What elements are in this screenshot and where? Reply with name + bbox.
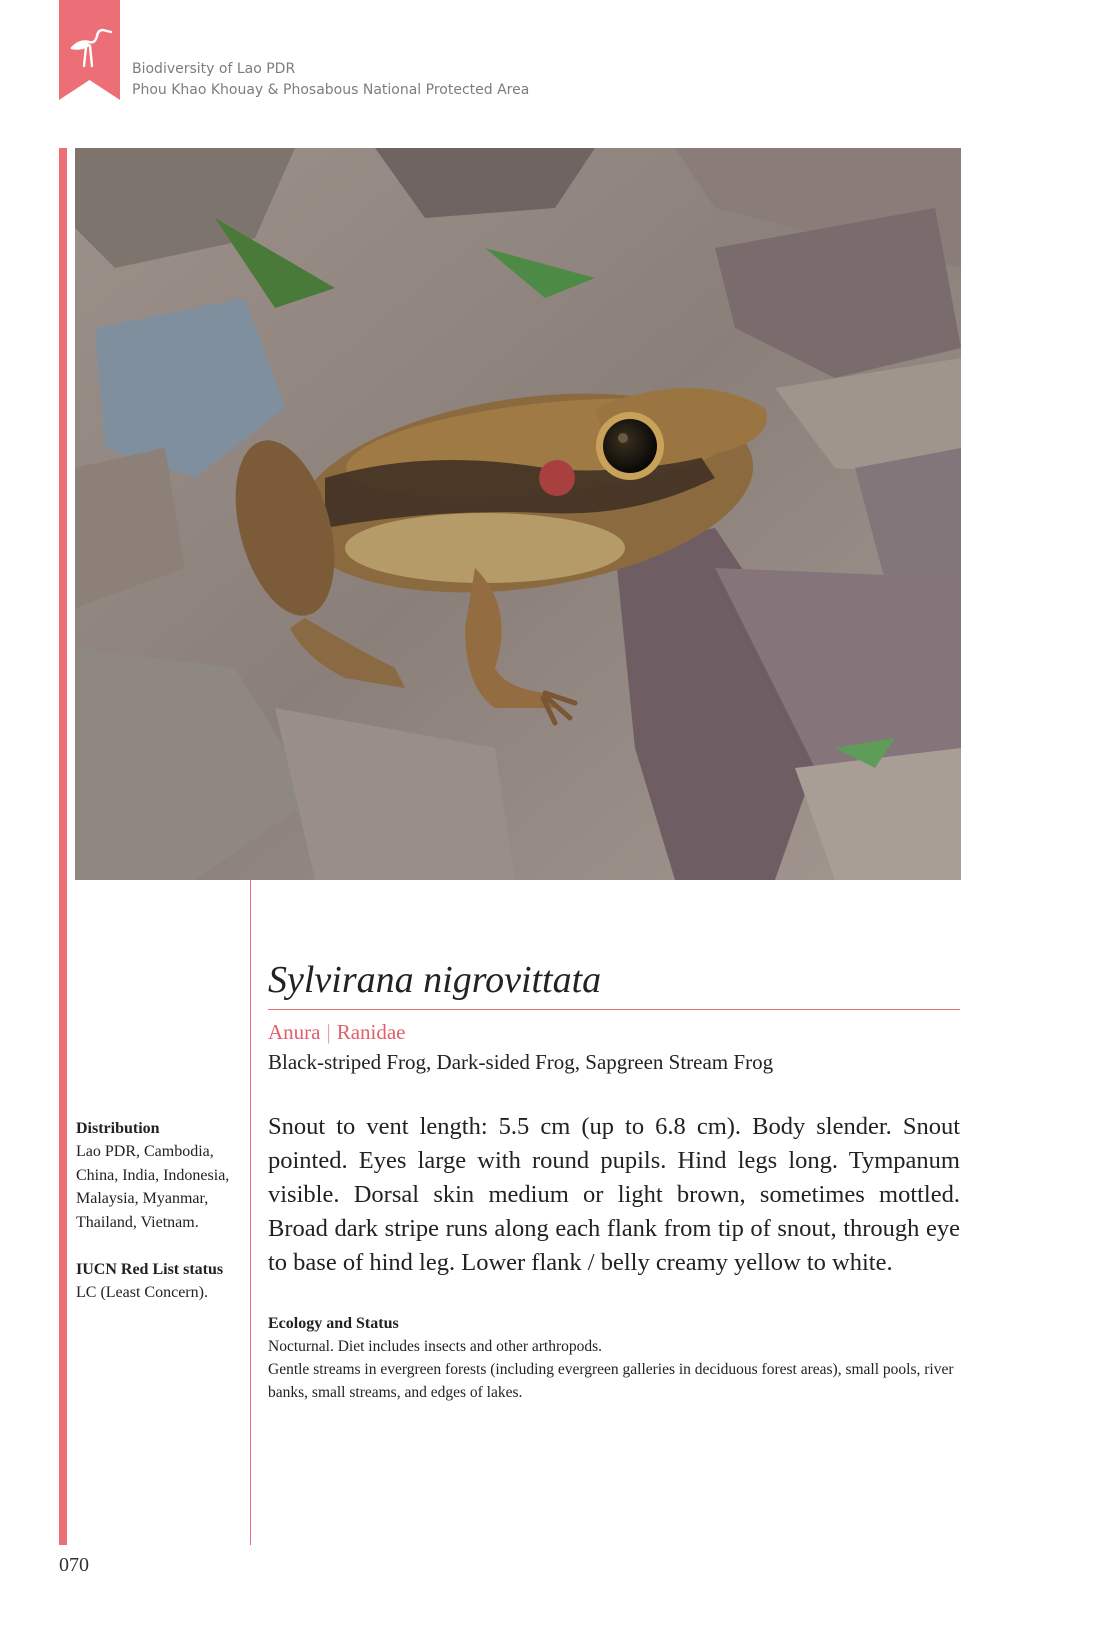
taxonomy-line <box>268 1020 406 1045</box>
common-names: Black-striped Frog, Dark-sided Frog, Sapgreen Stream Frog <box>268 1050 774 1074</box>
distribution-heading: Distribution <box>76 1120 160 1137</box>
iucn-status: LC (Least Concern). <box>76 1284 208 1301</box>
bookmark-tab <box>59 0 120 100</box>
taxonomy-separator: | <box>326 1020 331 1044</box>
species-scientific-name: Sylvirana nigrovittata <box>268 959 602 1001</box>
accent-bar <box>59 148 67 1545</box>
column-divider <box>250 880 251 1545</box>
ecology-section <box>268 1315 968 1404</box>
taxonomy-family: Ranidae <box>336 1020 406 1044</box>
header-subtitle: Phou Khao Khouay & Phosabous National Protected Area <box>132 82 530 98</box>
frog-photo <box>75 148 961 880</box>
ecology-text-1: Nocturnal. Diet includes insects and other arthropods. <box>268 1338 603 1355</box>
sidebar <box>76 1117 248 1305</box>
species-description: Snout to vent length: 5.5 cm (up to 6.8 cm). Body slender. Snout pointed. Eyes large with round pupils. Hind legs long. Tympanum visible. Dorsal skin medium or light brown, sometimes mottled. Broad dark stripe runs along each flank from tip of snout, through eye to base of hind leg. Lower flank / belly creamy yellow to white. <box>268 1113 960 1276</box>
page-number: 070 <box>59 1554 89 1576</box>
iucn-heading: IUCN Red List status <box>76 1261 224 1278</box>
distribution-text: Lao PDR, Cambodia, China, India, Indonesia, Malaysia, Myanmar, Thailand, Vietnam. <box>76 1143 230 1231</box>
ecology-heading: Ecology and Status <box>268 1315 399 1332</box>
header <box>132 59 529 101</box>
header-title: Biodiversity of Lao PDR <box>132 61 296 77</box>
taxonomy-order: Anura <box>268 1020 321 1044</box>
title-rule <box>268 1009 960 1010</box>
ecology-text-2: Gentle streams in evergreen forests (including evergreen galleries in deciduous forest areas), small pools, river banks, small streams, and edges of lakes. <box>268 1361 954 1401</box>
